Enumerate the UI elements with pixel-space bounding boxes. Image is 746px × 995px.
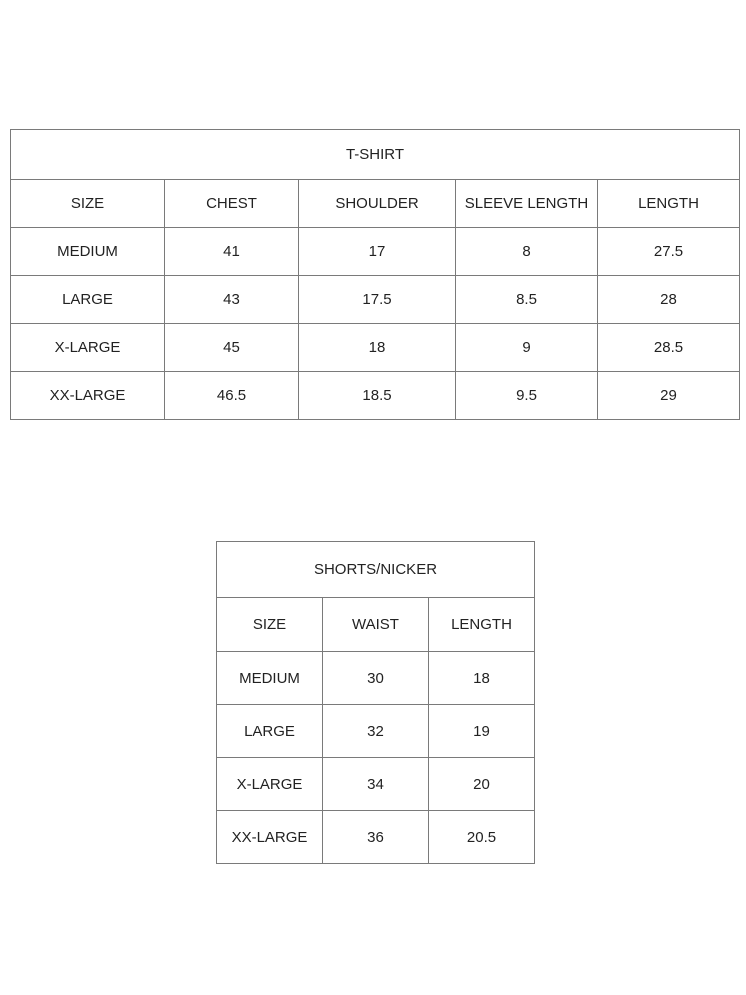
tshirt-table-title: T-SHIRT	[11, 130, 740, 180]
waist-cell: 32	[323, 705, 429, 758]
column-header-sleeve-length: SLEEVE LENGTH	[456, 180, 598, 228]
table-row	[217, 705, 535, 758]
column-header-chest: CHEST	[165, 180, 299, 228]
shoulder-cell: 18	[299, 324, 456, 372]
table-row	[217, 652, 535, 705]
sleeve-length-cell: 8.5	[456, 276, 598, 324]
size-cell: X-LARGE	[11, 324, 165, 372]
length-cell: 19	[429, 705, 535, 758]
table-row	[11, 228, 740, 276]
waist-cell: 34	[323, 758, 429, 811]
table-row	[11, 372, 740, 420]
sleeve-length-cell: 8	[456, 228, 598, 276]
size-cell: MEDIUM	[11, 228, 165, 276]
size-cell: LARGE	[11, 276, 165, 324]
chest-cell: 41	[165, 228, 299, 276]
size-cell: X-LARGE	[217, 758, 323, 811]
size-cell: XX-LARGE	[217, 811, 323, 864]
size-cell: MEDIUM	[217, 652, 323, 705]
waist-cell: 36	[323, 811, 429, 864]
length-cell: 20	[429, 758, 535, 811]
size-cell: XX-LARGE	[11, 372, 165, 420]
column-header-size: SIZE	[11, 180, 165, 228]
table-row	[11, 324, 740, 372]
shorts-header-row	[217, 598, 535, 652]
chest-cell: 45	[165, 324, 299, 372]
length-cell: 28	[598, 276, 740, 324]
column-header-length: LENGTH	[429, 598, 535, 652]
sleeve-length-cell: 9	[456, 324, 598, 372]
length-cell: 27.5	[598, 228, 740, 276]
tshirt-header-row	[11, 180, 740, 228]
column-header-length: LENGTH	[598, 180, 740, 228]
column-header-waist: WAIST	[323, 598, 429, 652]
shoulder-cell: 17.5	[299, 276, 456, 324]
tshirt-size-table	[10, 129, 740, 420]
length-cell: 29	[598, 372, 740, 420]
length-cell: 20.5	[429, 811, 535, 864]
table-row	[11, 276, 740, 324]
table-row	[217, 811, 535, 864]
size-cell: LARGE	[217, 705, 323, 758]
shorts-table-title: SHORTS/NICKER	[217, 542, 535, 598]
table-row	[217, 758, 535, 811]
shoulder-cell: 18.5	[299, 372, 456, 420]
chest-cell: 43	[165, 276, 299, 324]
chest-cell: 46.5	[165, 372, 299, 420]
column-header-shoulder: SHOULDER	[299, 180, 456, 228]
shoulder-cell: 17	[299, 228, 456, 276]
shorts-size-table	[216, 541, 535, 864]
length-cell: 18	[429, 652, 535, 705]
length-cell: 28.5	[598, 324, 740, 372]
column-header-size: SIZE	[217, 598, 323, 652]
waist-cell: 30	[323, 652, 429, 705]
sleeve-length-cell: 9.5	[456, 372, 598, 420]
